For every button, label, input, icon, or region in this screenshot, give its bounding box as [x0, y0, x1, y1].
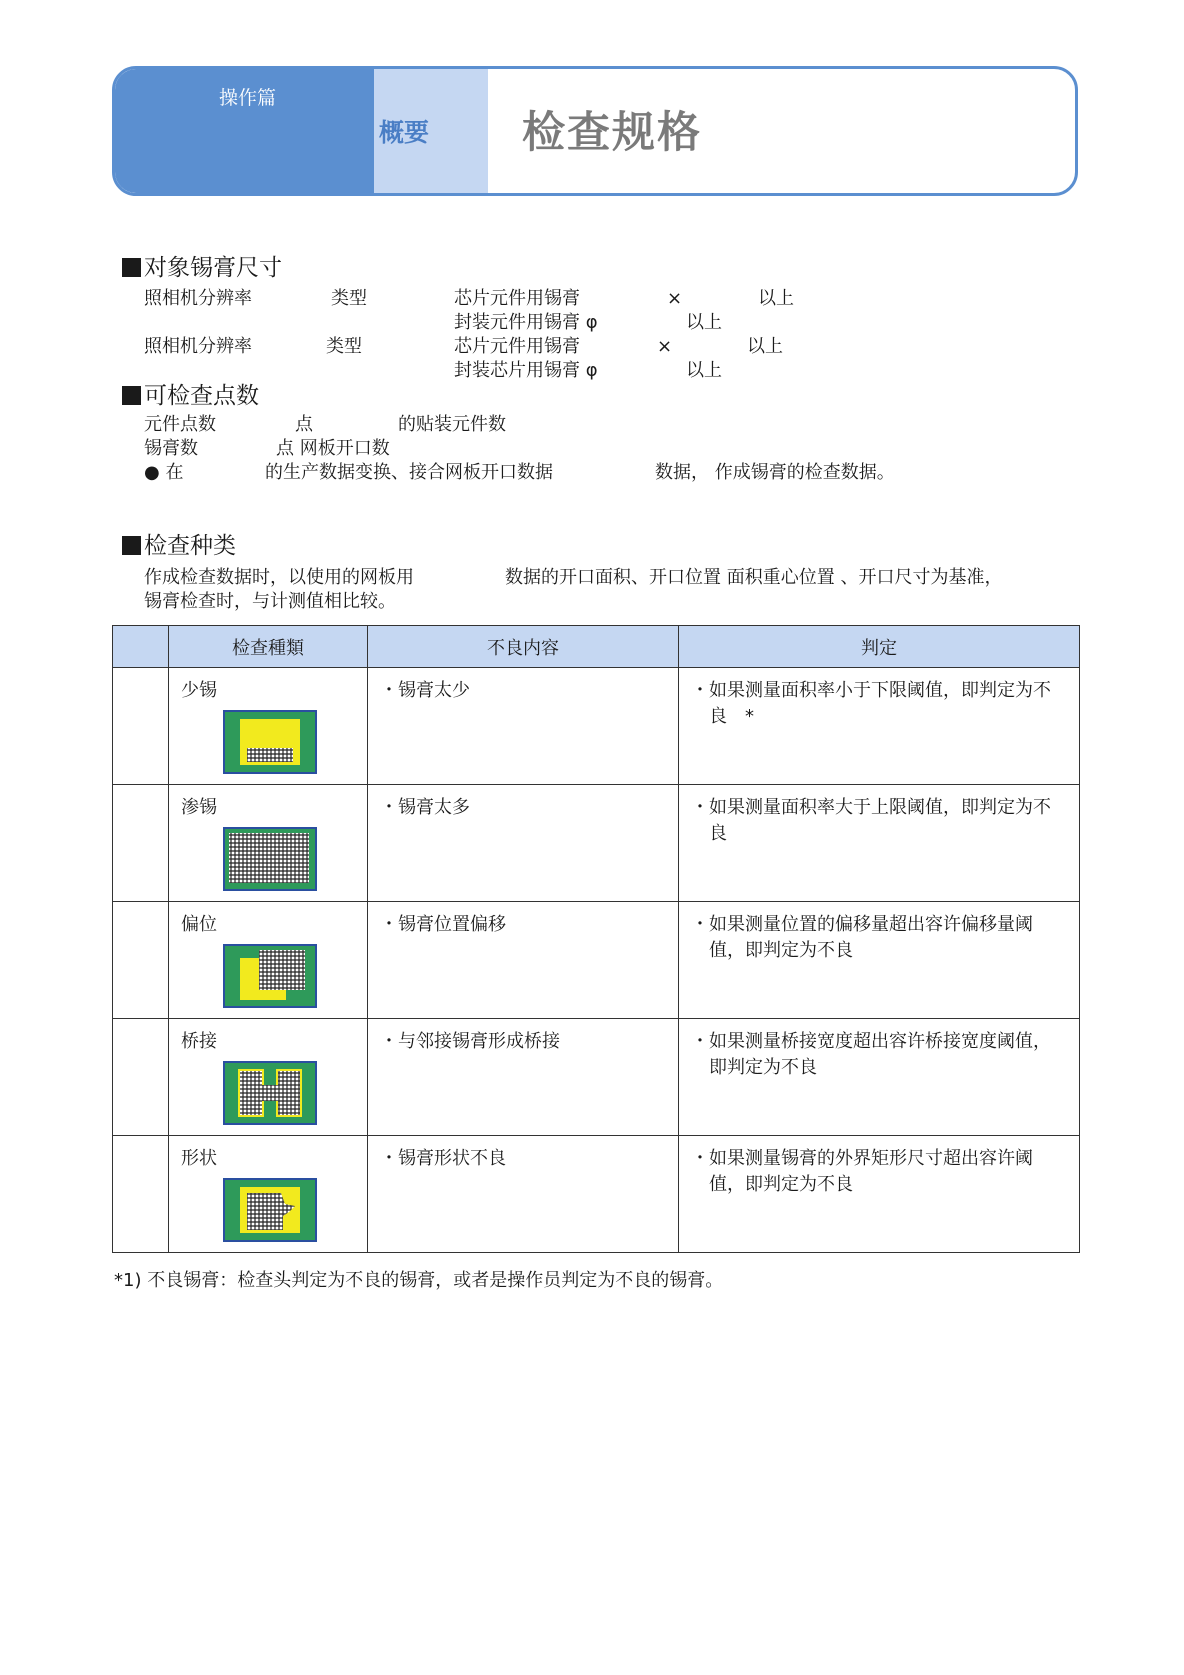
table-header-row — [113, 626, 1080, 668]
offset-solder-icon — [223, 944, 317, 1008]
row-blank-cell — [113, 668, 169, 785]
intro-text-a: 作成检查数据时，以使用的网板用 — [144, 567, 414, 588]
or-more-label: 以上 — [686, 360, 722, 381]
table-header-type: 检查種類 — [169, 626, 368, 668]
chip-paste-label: 芯片元件用锡膏 — [454, 336, 580, 357]
judge-cell: ・如果测量面积率小于下限阈值，即判定为不良 * — [679, 668, 1080, 785]
defect-cell: ・锡膏太多 — [368, 785, 679, 902]
row-blank-cell — [113, 1019, 169, 1136]
times-sign: × — [657, 336, 673, 357]
package-paste-label: 封装元件用锡膏 φ — [454, 312, 598, 333]
defect-cell: ・锡膏太少 — [368, 668, 679, 785]
section-tab — [115, 69, 374, 193]
type-label: 偏位 — [181, 914, 217, 936]
judge-cell: ・如果测量位置的偏移量超出容许偏移量阈值，即判定为不良 — [679, 902, 1080, 1019]
square-bullet-icon — [122, 386, 141, 405]
square-bullet-icon — [122, 258, 141, 277]
points-unit: 点 — [295, 414, 313, 435]
type-label: 少锡 — [181, 680, 217, 701]
paste-count-label: 锡膏数 — [144, 438, 198, 459]
inspection-types-table — [112, 625, 1080, 1253]
type-label: 类型 — [326, 336, 362, 357]
mounted-components-label: 的贴装元件数 — [398, 414, 506, 435]
circle-bullet-icon: ● — [144, 462, 160, 483]
sub-label: 概要 — [379, 118, 430, 147]
type-cell — [169, 785, 368, 902]
row-blank-cell — [113, 785, 169, 902]
table-row — [113, 1136, 1080, 1253]
section-heading-inspect-points: 可检查点数 — [122, 383, 259, 411]
type-label: 类型 — [331, 288, 367, 309]
type-label: 桥接 — [181, 1031, 217, 1053]
row-blank-cell — [113, 902, 169, 1019]
type-cell — [169, 1019, 368, 1136]
section-heading-target-size: 对象锡膏尺寸 — [122, 255, 282, 283]
table-row — [113, 1019, 1080, 1136]
table-header-blank — [113, 626, 169, 668]
type-label: 形状 — [181, 1148, 217, 1170]
component-points-label: 元件点数 — [144, 414, 216, 435]
note-text-b: 数据， 作成锡膏的检查数据。 — [655, 462, 895, 483]
intro-text-c: 锡膏检查时，与计测值相比较。 — [144, 591, 396, 612]
footnote: *1) 不良锡膏：检查头判定为不良的锡膏，或者是操作员判定为不良的锡膏。 — [114, 1270, 724, 1291]
sub-tab — [374, 69, 488, 193]
type-cell — [169, 1136, 368, 1253]
section-heading-inspect-types: 检查种类 — [122, 533, 236, 561]
section-label: 操作篇 — [219, 87, 277, 109]
table-row — [113, 668, 1080, 785]
camera-resolution-label: 照相机分辨率 — [144, 336, 252, 357]
intro-text-b: 数据的开口面积、开口位置 面积重心位置 、开口尺寸为基准， — [505, 567, 1003, 588]
type-cell — [169, 668, 368, 785]
note-text-a: 的生产数据变换、接合网板开口数据 — [265, 462, 553, 483]
defect-cell: ・锡膏位置偏移 — [368, 902, 679, 1019]
times-sign: × — [667, 288, 683, 309]
or-more-label: 以上 — [747, 336, 783, 357]
insufficient-solder-icon — [223, 710, 317, 774]
note-line: ● 在 — [144, 462, 184, 483]
defect-cell: ・与邻接锡膏形成桥接 — [368, 1019, 679, 1136]
type-cell — [169, 902, 368, 1019]
judge-cell: ・如果测量锡膏的外界矩形尺寸超出容许阈值，即判定为不良 — [679, 1136, 1080, 1253]
table-header-defect: 不良内容 — [368, 626, 679, 668]
page-title: 检查规格 — [522, 108, 702, 158]
table-row — [113, 902, 1080, 1019]
table-row — [113, 785, 1080, 902]
defect-cell: ・锡膏形状不良 — [368, 1136, 679, 1253]
or-more-label: 以上 — [758, 288, 794, 309]
square-bullet-icon — [122, 536, 141, 555]
stencil-apertures-label: 点 网板开口数 — [276, 438, 390, 459]
bridge-solder-icon — [223, 1061, 317, 1125]
row-blank-cell — [113, 1136, 169, 1253]
camera-resolution-label: 照相机分辨率 — [144, 288, 252, 309]
chip-paste-label: 芯片元件用锡膏 — [454, 288, 580, 309]
type-label: 渗锡 — [181, 797, 217, 819]
excess-solder-icon — [223, 827, 317, 891]
judge-cell: ・如果测量桥接宽度超出容许桥接宽度阈值，即判定为不良 — [679, 1019, 1080, 1136]
package-chip-paste-label: 封装芯片用锡膏 φ — [454, 360, 598, 381]
table-header-judge: 判定 — [679, 626, 1080, 668]
shape-solder-icon — [223, 1178, 317, 1242]
or-more-label: 以上 — [686, 312, 722, 333]
judge-cell: ・如果测量面积率大于上限阈值，即判定为不良 — [679, 785, 1080, 902]
page-header — [112, 66, 1078, 196]
